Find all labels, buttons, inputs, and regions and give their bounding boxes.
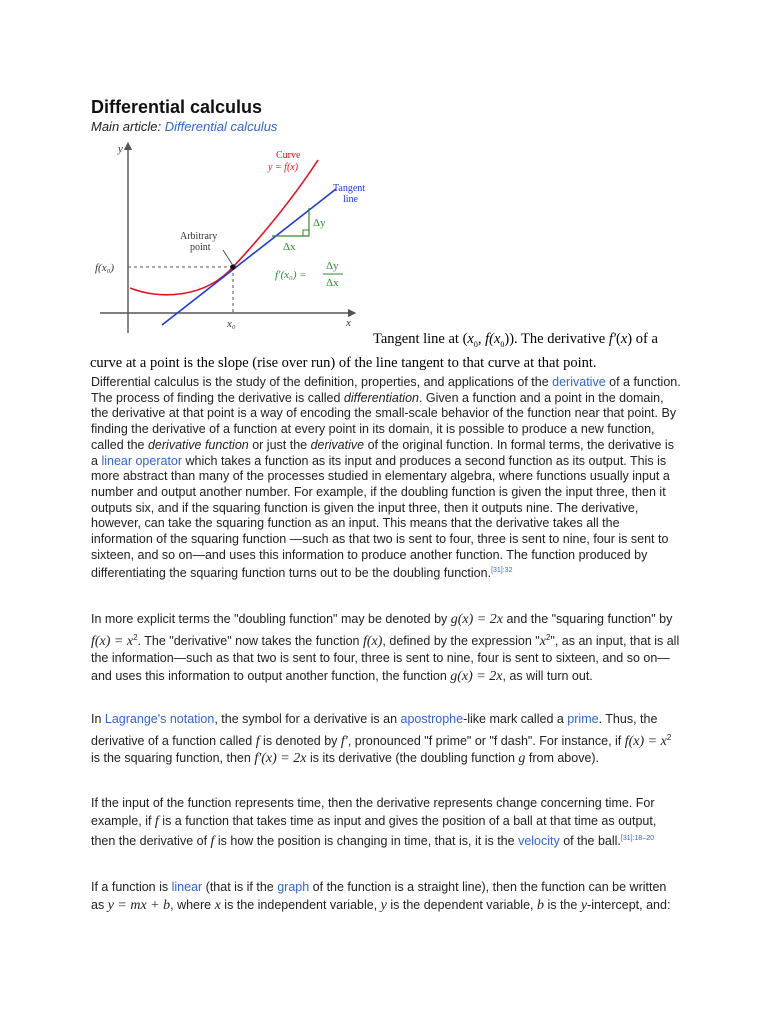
paragraph-2: In more explicit terms the "doubling function" may be denoted by g(x) = 2x and the "squaring function" by $f(x) = x^2$. The "derivative" now takes the function f(x), defined by the expression "$x^2$", as an input, that is all the information—such as that two is sent to four, three is sent to nine, four is sent to sixteen, and so on—and uses this information to output another function, the function g(x) = 2x, as will turn out. (91, 612, 680, 684)
fraction-numerator: Δy (326, 260, 339, 272)
tangent-label-2: line (343, 194, 358, 205)
fraction-denominator: Δx (326, 277, 339, 289)
right-angle-mark (303, 230, 309, 236)
x0-label: x₀ (227, 318, 236, 330)
tangent-line (162, 189, 336, 325)
curve-label-1: Curve (276, 150, 301, 161)
delta-y-label: Δy (313, 217, 326, 229)
x-axis-label: x (346, 317, 351, 329)
paragraph-5: If a function is linear (that is if the graph of the function is a straight line), then the function can be written as y = mx + b, where x is the independent variable, y is the dependent variable, b is the y-intercept, and: (91, 880, 671, 913)
link-linear-operator[interactable]: linear operator (101, 453, 183, 468)
paragraph-1: Differential calculus is the study of the definition, properties, and applications of the derivative of a function. The process of finding the derivative is called differentiation. Given a function and a point in the domain, the derivative at that point is a way of encoding the small-scale behavior of the function near that point. By finding the derivative of a function at every point in its domain, it is possible to produce a new function, called the derivative function or just the derivative of the original function. In formal terms, the derivative is a linear operator which takes a function as its input and produces a second function as its output. This is more abstract than many of the processes studied in elementary algebra, where functions usually input a number and output another number. For example, if the doubling function is given the input three, then it outputs six, and if the squaring function is given the input three, then it outputs nine. The derivative, however, can take the squaring function as an input. This means that the derivative takes all the information of the squaring function —such as that two is sent to four, three is sent to nine, four is sent to sixteen, and so on—and uses this information to produce another function. The function produced by differentiating the squaring function turns out to be the doubling function.$^{[31]:32}$ (91, 375, 681, 581)
y-axis-label: y (118, 143, 123, 155)
reference-31-velocity[interactable]: [31]:18–20 (620, 835, 654, 842)
curve-label-2: y = f(x) (268, 162, 299, 173)
arbitrary-label-2: point (190, 242, 211, 253)
section-heading: Differential calculus (91, 97, 263, 117)
arbitrary-point (230, 264, 236, 270)
main-article-hatnote (91, 119, 277, 134)
reference-31[interactable]: [31]:32 (491, 567, 513, 575)
arbitrary-label-1: Arbitrary (180, 231, 218, 242)
link-graph[interactable]: graph (277, 880, 310, 894)
hatnote-prefix: Main article: (91, 119, 165, 134)
tangent-label-1: Tangent (333, 183, 366, 194)
link-derivative[interactable]: derivative (552, 375, 606, 389)
fx0-label: f(x₀) (95, 262, 115, 274)
paragraph-3: In Lagrange's notation, the symbol for a derivative is an apostrophe-like mark called a prime. Thus, the derivative of a function called f is denoted by f′, pronounced "f prime" or "f dash". For instance, if $f(x) = x^2$ is the squaring function, then f′(x) = 2x is its derivative (the doubling function g from above). (91, 712, 672, 767)
delta-x-label: Δx (283, 241, 296, 253)
figure-caption: Tangent line at ($x_0$, $f(x_0)$). The derivative f′(x) of a curve at a point is the slope (rise over run) of the line tangent to that curve at that point. (90, 331, 658, 371)
link-lagrange-notation[interactable]: Lagrange's notation (104, 712, 215, 726)
link-apostrophe[interactable]: apostrophe (400, 712, 464, 726)
link-linear[interactable]: linear (171, 880, 203, 894)
main-article-link[interactable]: Differential calculus (164, 119, 278, 134)
link-prime[interactable]: prime (567, 712, 599, 726)
link-velocity[interactable]: velocity (518, 834, 560, 849)
derivative-lhs: f′(x₀) = (275, 269, 307, 281)
tangent-line-figure (90, 138, 380, 338)
arbitrary-pointer (223, 250, 232, 264)
paragraph-4: If the input of the function represents time, then the derivative represents change concerning time. For example, if f is a function that takes time as input and gives the position of a ball at that time as output, then the derivative of f is how the position is changing in time, that is, it is the velocity of the ball.$^{[31]:18-20}$ (91, 796, 657, 850)
